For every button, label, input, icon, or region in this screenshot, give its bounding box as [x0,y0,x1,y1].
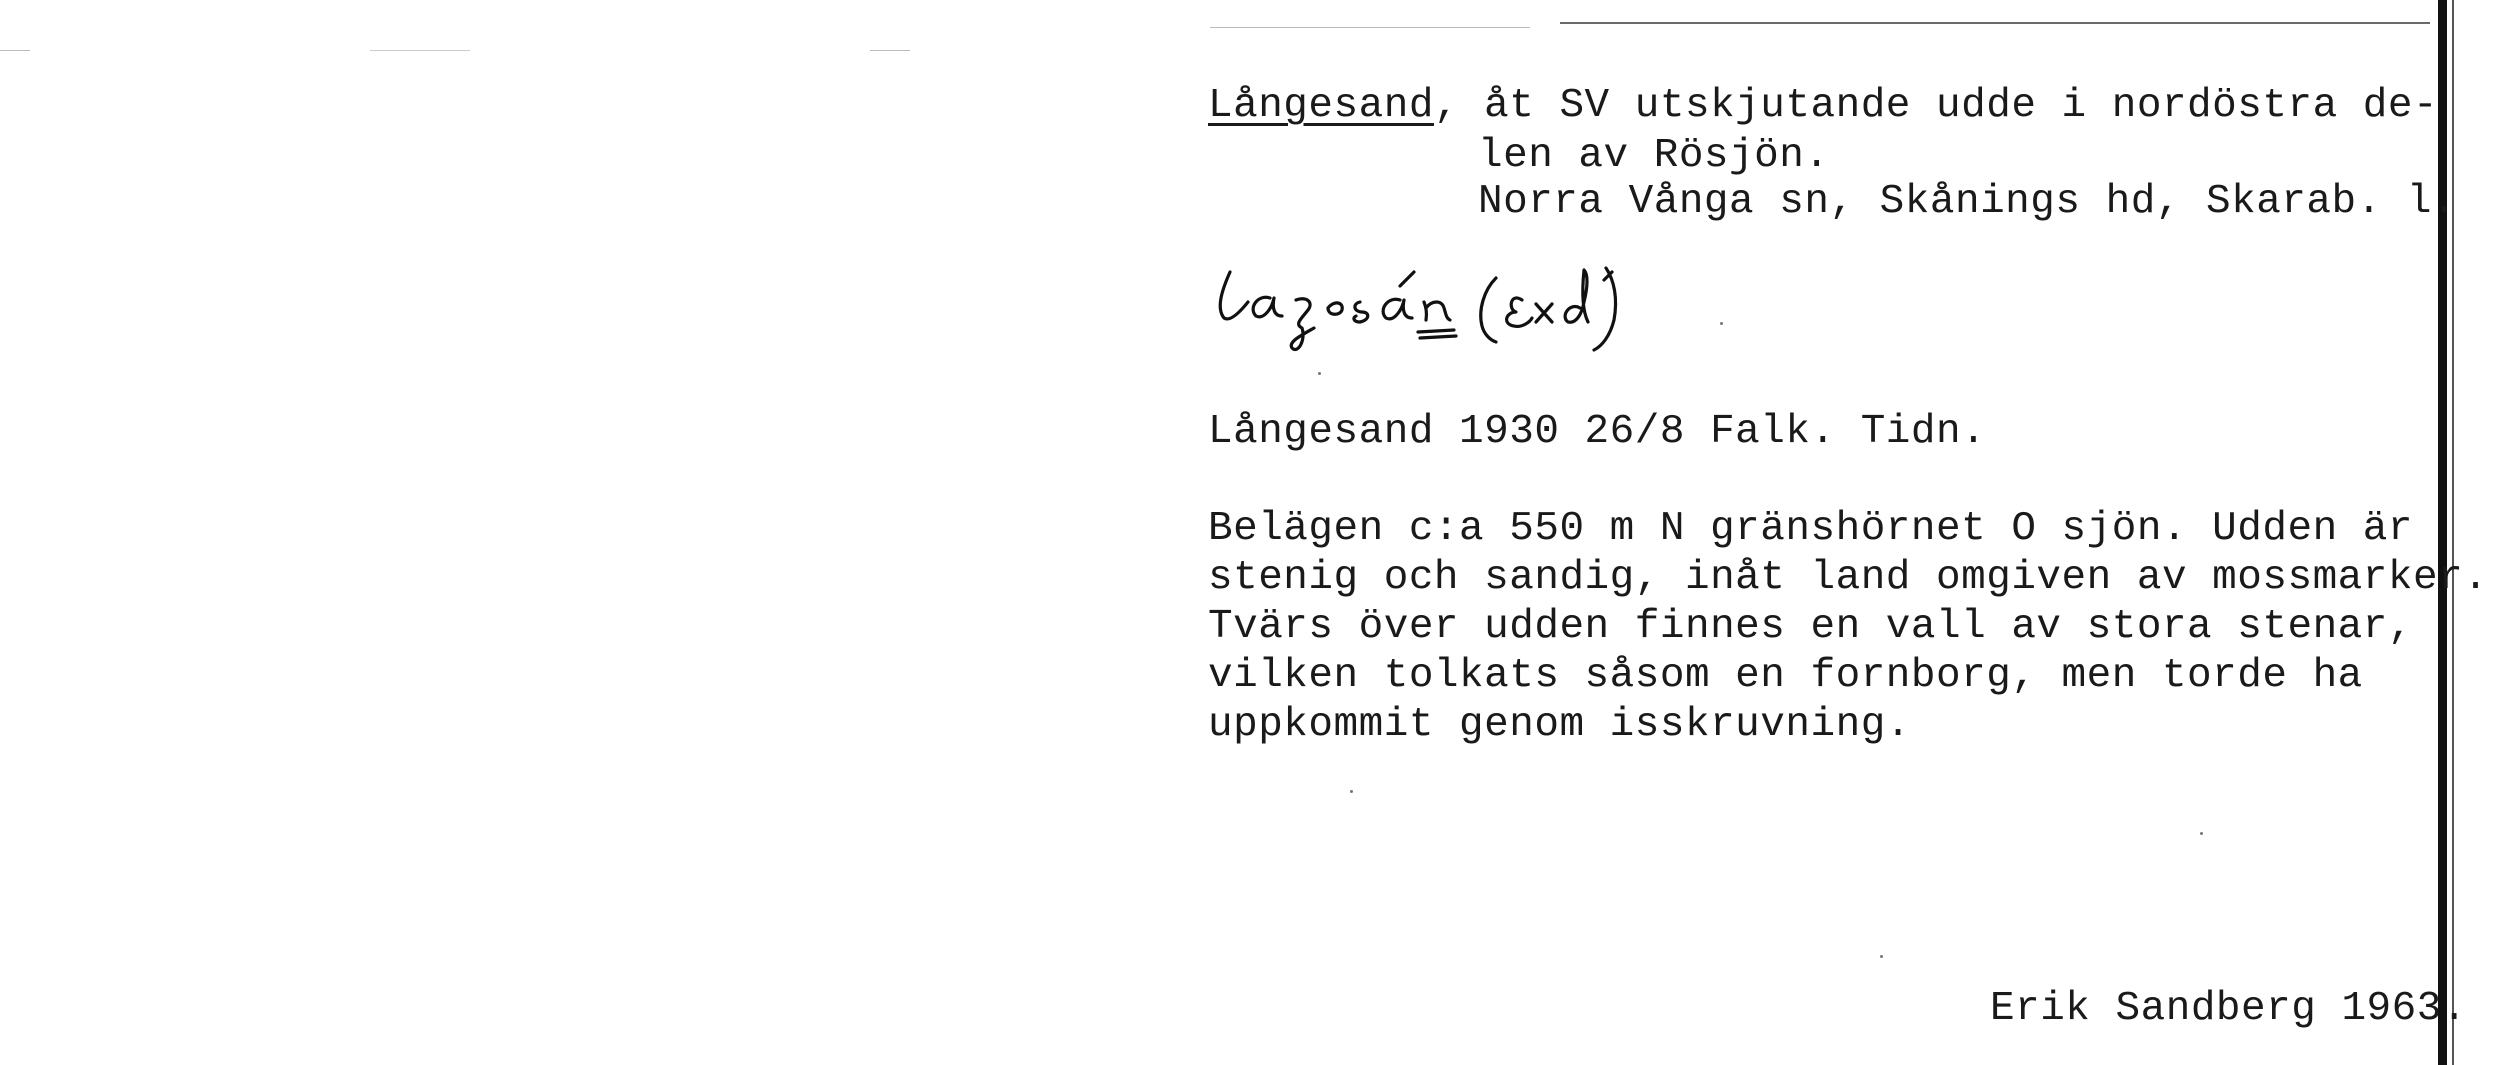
description-line: vilken tolkats såsom en fornborg, men torde ha [1208,653,2363,699]
scan-speck [1350,790,1353,793]
scan-edge-line [1560,22,2430,24]
description-line: stenig och sandig, inåt land omgiven av mossmarker. [1208,555,2489,601]
description-line: Belägen c:a 550 m N gränshörnet O sjön. Udden är [1208,506,2413,552]
scan-speck [2200,832,2203,835]
scan-edge-line [1210,27,1530,28]
scan-right-edge [2438,0,2447,1065]
headword-definition: , åt SV utskjutande udde i nordöstra de- [1433,83,2439,129]
source-line: Långesand 1930 26/8 Falk. Tidn. [1208,409,1987,455]
scan-edge-line [870,50,910,51]
scan-speck [1318,372,1321,375]
signature: Erik Sandberg 1963. [1990,986,2467,1032]
handwritten-pronunciation [1210,250,1730,360]
scan-speck [1880,955,1883,958]
location-line: Norra Vånga sn, Skånings hd, Skarab. l. [1478,179,2458,225]
description-line: uppkommit genom isskruvning. [1208,702,1911,748]
scan-edge-line [0,50,30,51]
description-line: Tvärs över udden finnes en vall av stora stenar, [1208,604,2413,650]
headword-line [1208,82,2438,130]
scan-speck [1720,322,1723,325]
headword: Långesand [1208,83,1434,129]
scan-right-edge-thin [2452,0,2454,1065]
scan-edge-line [370,50,470,51]
definition-line-2: len av Rösjön. [1478,133,1830,179]
